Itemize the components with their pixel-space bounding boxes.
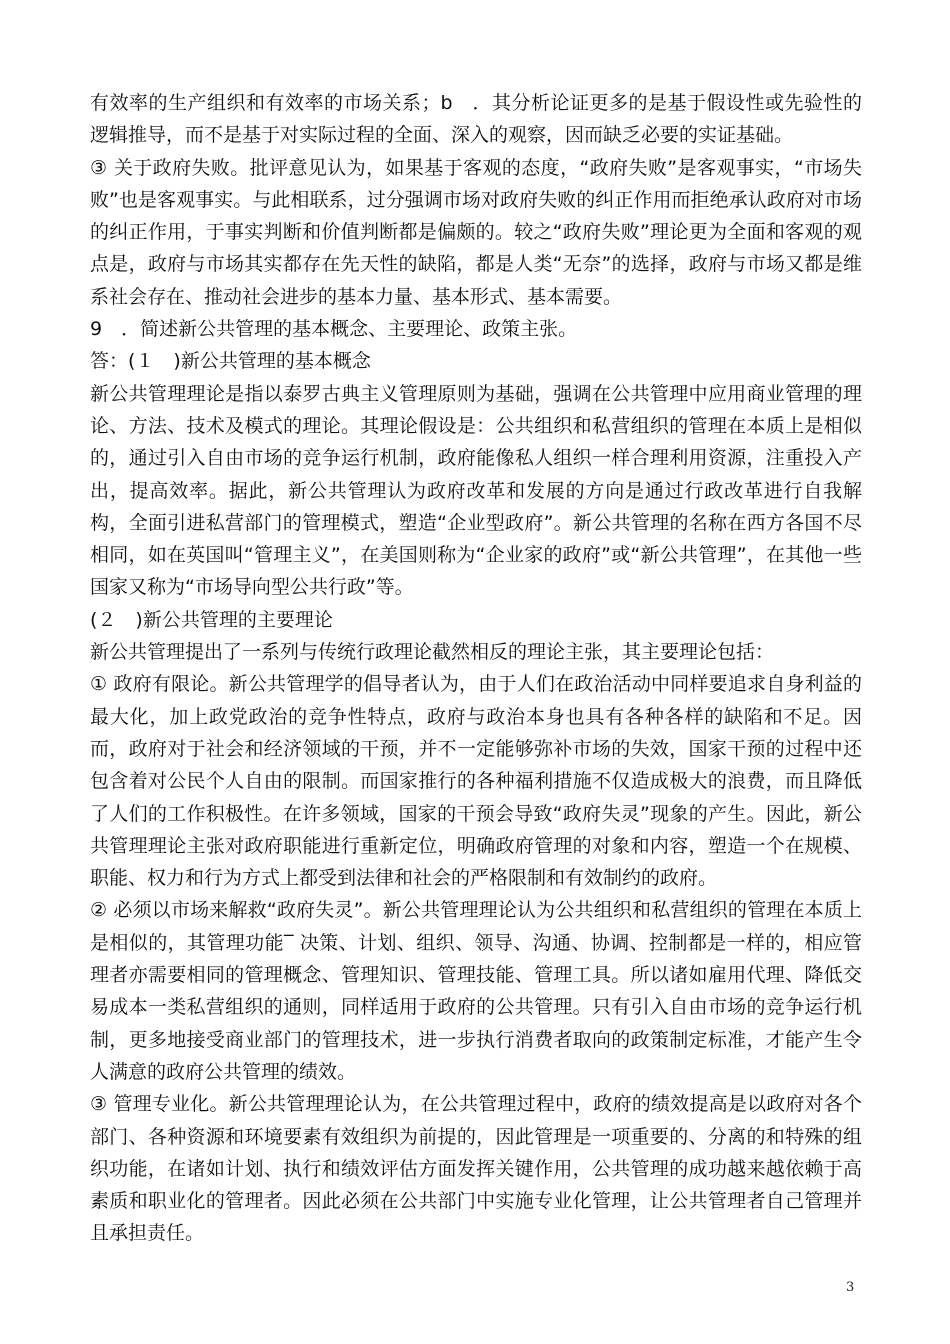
paragraph-limited-government: ① 政府有限论。新公共管理学的倡导者认为，由于人们在政治活动中同样要追求自身利益的最大化，加上政党政治的竞争性特点，政府与政治本身也具有各种各样的缺陷和不足。因而，政府对于社会和经济领域的干预，并不一定能够弥补市场的失效，国家干预的过程中还包含着对公民个人自由的限制。而国家推行的各种福利措施不仅造成极大的浪费，而且降低了人们的工作积极性。在许多领域，国家的干预会导致“政府失灵”现象的产生。因此，新公共管理理论主张对政府职能进行重新定位，明确政府管理的对象和内容，塑造一个在规模、职能、权力和行为方式上都受到法律和社会的严格限制和有效制约的政府。: [90, 673, 862, 890]
answer-section-heading-concept: 答：(１ )新公共管理的基本概念: [90, 350, 371, 373]
page-number: 3: [846, 1280, 855, 1295]
document-body: [90, 87, 862, 1250]
paragraph-efficiency-critique: 有效率的生产组织和有效率的市场关系；b ．其分析论证更多的是基于假设性或先验性的逻辑推导，而不是基于对实际过程的全面、深入的观察，因而缺乏必要的实证基础。: [90, 92, 862, 147]
paragraph-government-failure-critique: ③ 关于政府失败。批评意见认为，如果基于客观的态度，“政府失败”是客观事实，“市场失败”也是客观事实。与此相联系，过分强调市场对政府失败的纠正作用而拒绝承认政府对市场的纠正作用，于事实判断和价值判断都是偏颇的。较之“政府失败”理论更为全面和客观的观点是，政府与市场其实都存在先天性的缺陷，都是人类“无奈”的选择，政府与市场又都是维系社会存在、推动社会进步的基本力量、基本形式、基本需要。: [90, 156, 862, 308]
paragraph-theory-intro: 新公共管理提出了一系列与传统行政理论截然相反的理论主张，其主要理论包括：: [90, 641, 775, 664]
section-heading-theory: (２ )新公共管理的主要理论: [90, 608, 333, 631]
paragraph-concept: 新公共管理理论是指以泰罗古典主义管理原则为基础，强调在公共管理中应用商业管理的理论、方法、技术及模式的理论。其理论假设是：公共组织和私营组织的管理在本质上是相似的，通过引入自由市场的竞争运行机制，政府能像私人组织一样合理利用资源，注重投入产出，提高效率。据此，新公共管理认为政府改革和发展的方向是通过行政改革进行自我解构，全面引进私营部门的管理模式，塑造“企业型政府”。新公共管理的名称在西方各国不尽相同，如在英国叫“管理主义”，在美国则称为“企业家的政府”或“新公共管理”，在其他一些国家又称为“市场导向型公共行政”等。: [90, 382, 862, 599]
paragraph-market-remedy: ② 必须以市场来解救“政府失灵”。新公共管理理论认为公共组织和私营组织的管理在本质上是相似的，其管理功能‾ 决策、计划、组织、领导、沟通、协调、控制都是一样的，相应管理者亦需要相同的管理概念、管理知识、管理技能、管理工具。所以诸如雇用代理、降低交易成本一类私营组织的通则，同样适用于政府的公共管理。只有引入自由市场的竞争运行机制，更多地接受商业部门的管理技术，进一步执行消费者取向的政策制定标准，才能产生令人满意的政府公共管理的绩效。: [90, 899, 862, 1083]
paragraph-professional-management: ③ 管理专业化。新公共管理理论认为，在公共管理过程中，政府的绩效提高是以政府对各个部门、各种资源和环境要素有效组织为前提的，因此管理是一项重要的、分离的和特殊的组织功能，在诸如计划、执行和绩效评估方面发挥关键作用，公共管理的成功越来越依赖于高素质和职业化的管理者。因此必须在公共部门中实施专业化管理，让公共管理者自己管理并且承担责任。: [90, 1093, 862, 1245]
question-heading: 9 ．简述新公共管理的基本概念、主要理论、政策主张。: [90, 318, 578, 341]
